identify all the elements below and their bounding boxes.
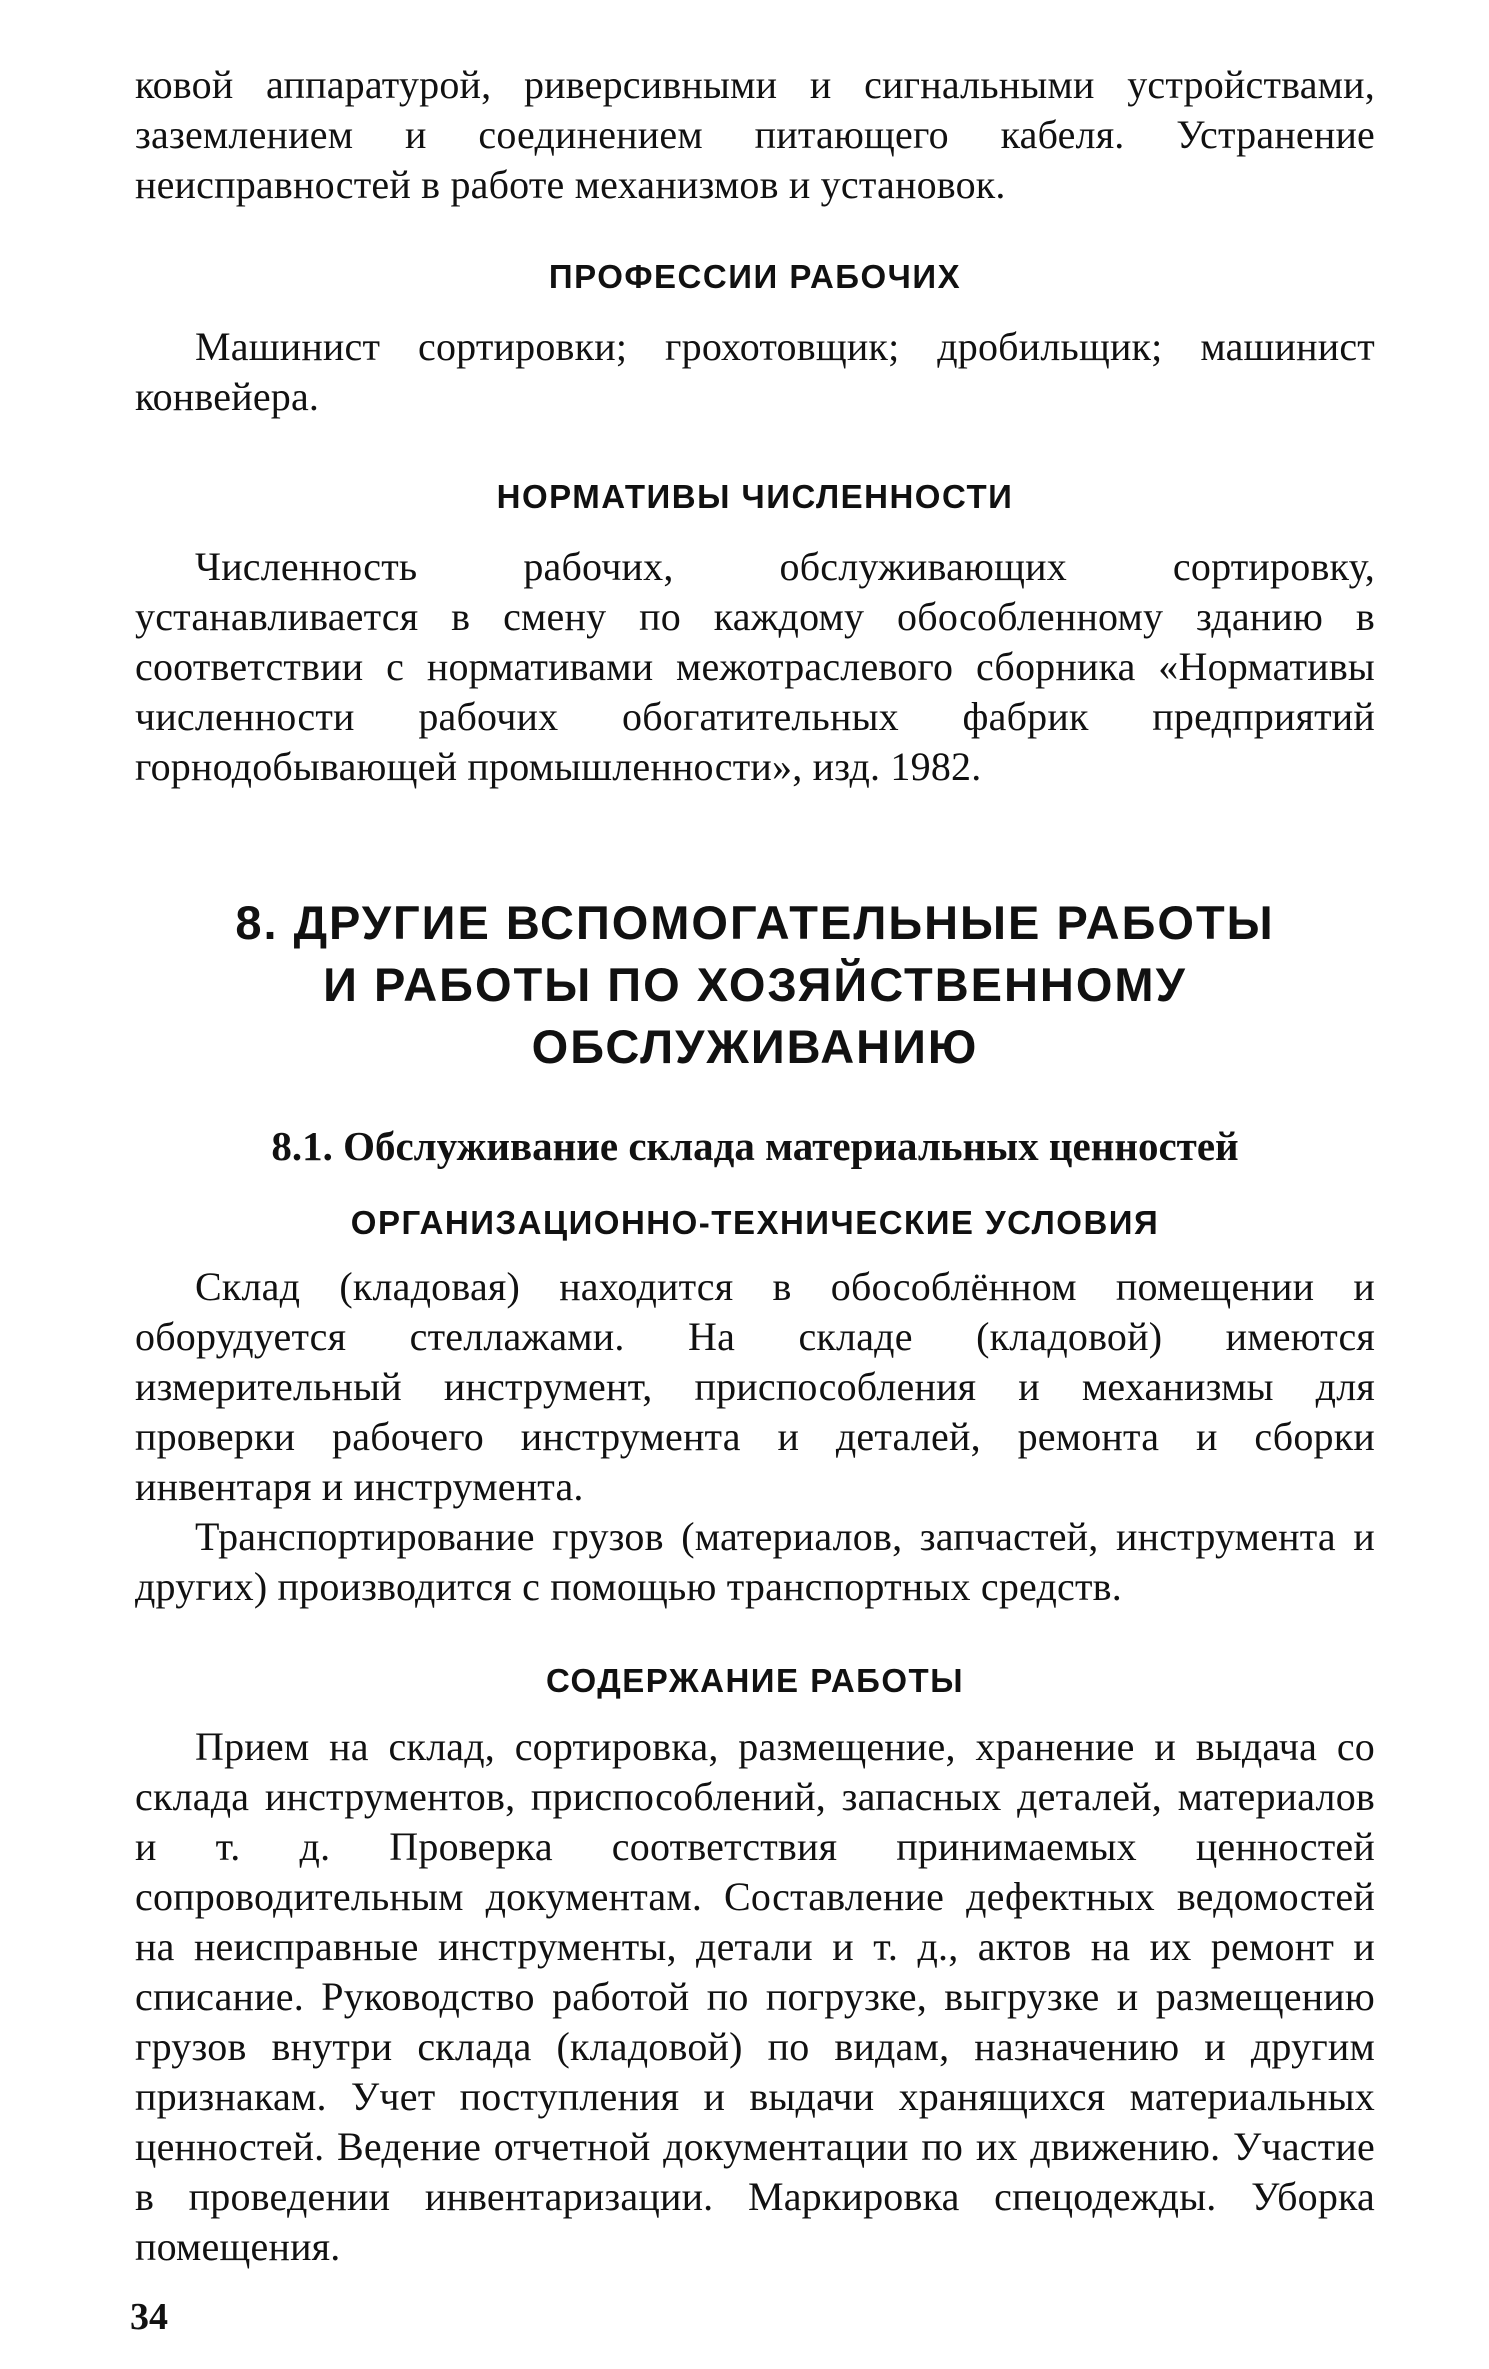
org-conditions-paragraph-1: Склад (кладовая) находится в обособлённом помещении и оборудуется стеллажами. На складе (кладовой) имеются измерительный инструмент, приспособления и механизмы для проверки рабочего инструмента и деталей, ремонта и сборки инвентаря и инструмента. xyxy=(135,1264,1375,1509)
work-content-text: Прием на склад, сортировка, размещение, хранение и выдача со склада инструментов, приспособлений, запасных деталей, материалов и т. д. Проверка соответствия принимаемых ценностей сопроводительным документам. Составление дефектных ведомостей на неисправные инструменты, детали и т. д., актов на их ремонт и списание. Руководство работой по погрузке, выгрузке и размещению грузов внутри склада (кладовой) по видам, назначению и другим признакам. Учет поступления и выдачи хранящихся материальных ценностей. Ведение отчетной документации по их движению. Участие в проведении инвентаризации. Маркировка спецодежды. Уборка помещения. xyxy=(135,1724,1375,2269)
heading-professions: ПРОФЕССИИ РАБОЧИХ xyxy=(548,258,962,295)
heading-work-content: СОДЕРЖАНИЕ РАБОТЫ xyxy=(545,1662,965,1699)
heading-org-conditions: ОРГАНИЗАЦИОННО-ТЕХНИЧЕСКИЕ УСЛОВИЯ xyxy=(350,1204,1160,1241)
subsection-title: 8.1. Обслуживание склада материальных ценностей xyxy=(271,1123,1239,1169)
page-content xyxy=(135,60,1375,2272)
chapter-title-line1: 8. ДРУГИЕ ВСПОМОГАТЕЛЬНЫЕ РАБОТЫ xyxy=(235,896,1275,949)
heading-staffing-norms: НОРМАТИВЫ ЧИСЛЕННОСТИ xyxy=(496,478,1014,515)
org-conditions-paragraph-2: Транспортирование грузов (материалов, запчастей, инструмента и других) производится с помощью транспортных средств. xyxy=(135,1514,1375,1609)
page-number: 34 xyxy=(130,2296,168,2338)
chapter-title-line2: И РАБОТЫ ПО ХОЗЯЙСТВЕННОМУ ОБСЛУЖИВАНИЮ xyxy=(323,958,1187,1073)
professions-text: Машинист сортировки; грохотовщик; дробильщик; машинист конвейера. xyxy=(135,324,1375,419)
chapter-title xyxy=(135,892,1375,1078)
intro-paragraph: ковой аппаратурой, риверсивными и сигнальными устройствами, заземлением и соединением питающего кабеля. Устранение неисправностей в работе механизмов и установок. xyxy=(135,62,1375,207)
staffing-norms-text: Численность рабочих, обслуживающих сортировку, устанавливается в смену по каждому обособленному зданию в соответствии с нормативами межотраслевого сборника «Нормативы численности рабочих обогатительных фабрик предприятий горнодобывающей промышленности», изд. 1982. xyxy=(135,544,1375,789)
